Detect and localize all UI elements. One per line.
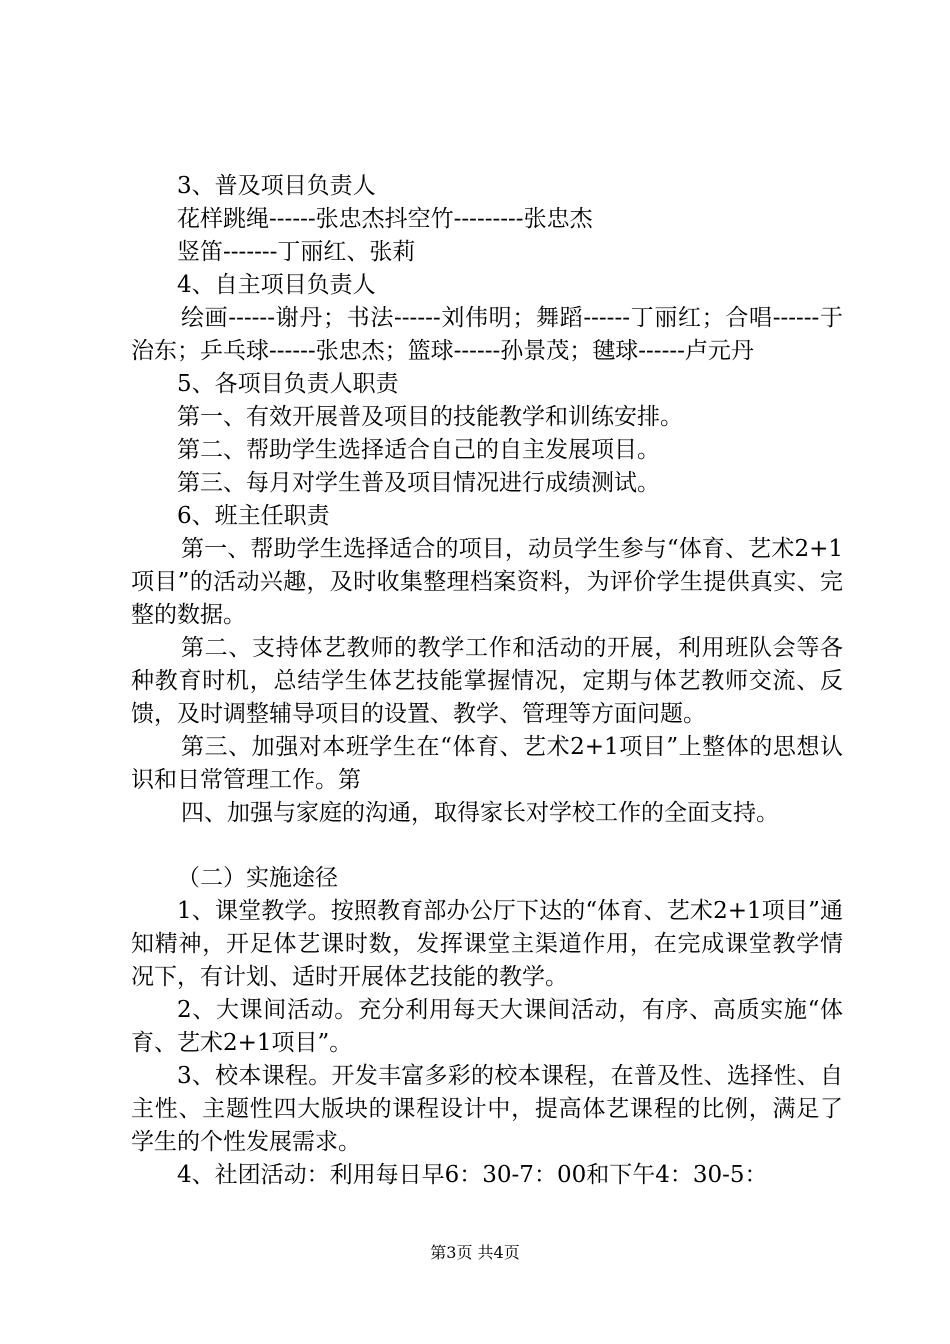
paragraph-p2: 花样跳绳------张忠杰抖空竹---------张忠杰 — [177, 206, 593, 232]
paragraph-p7: 第一、有效开展普及项目的技能教学和训练安排。 — [177, 404, 683, 430]
paragraph-p6: 5、各项目负责人职责 — [177, 371, 399, 397]
paragraph-p5: 绘画------谢丹；书法------刘伟明；舞蹈------丁丽红；合唱------于治东；乒乓球------张忠杰；篮球------孙景茂；毽球------卢元丹 — [131, 305, 843, 364]
paragraph-p1: 3、普及项目负责人 — [177, 173, 376, 199]
paragraph-p3: 竖笛-------丁丽红、张莉 — [177, 239, 416, 265]
paragraph-p13: 第三、加强对本班学生在“体育、艺术2+1项目”上整体的思想认识和日常管理工作。第 — [131, 734, 843, 793]
paragraph-p19: 4、社团活动：利用每日早6：30-7：00和下午4：30-5： — [177, 1162, 768, 1188]
paragraph-p12: 第二、支持体艺教师的教学工作和活动的开展，利用班队会等各种教育时机，总结学生体艺技能掌握情况，定期与体艺教师交流、反馈，及时调整辅导项目的设置、教学、管理等方面问题。 — [131, 635, 843, 727]
paragraph-p8: 第二、帮助学生选择适合自己的自主发展项目。 — [177, 437, 660, 463]
paragraph-p15: （二）实施途径 — [177, 865, 338, 891]
paragraph-p9: 第三、每月对学生普及项目情况进行成绩测试。 — [177, 470, 660, 496]
paragraph-p4: 4、自主项目负责人 — [177, 272, 376, 298]
paragraph-p18: 3、校本课程。开发丰富多彩的校本课程，在普及性、选择性、自主性、主题性四大版块的课程设计中，提高体艺课程的比例，满足了学生的个性发展需求。 — [131, 1063, 843, 1155]
paragraph-p11: 第一、帮助学生选择适合的项目，动员学生参与“体育、艺术2+1项目”的活动兴趣，及时收集整理档案资料，为评价学生提供真实、完整的数据。 — [131, 536, 843, 628]
page-footer: 第3页 共4页 — [430, 1243, 520, 1262]
paragraph-p17: 2、大课间活动。充分利用每天大课间活动，有序、高质实施“体育、艺术2+1项目”。 — [131, 997, 843, 1056]
paragraph-p14: 四、加强与家庭的沟通，取得家长对学校工作的全面支持。 — [181, 800, 779, 826]
paragraph-p10: 6、班主任职责 — [177, 503, 330, 529]
paragraph-p16: 1、课堂教学。按照教育部办公厅下达的“体育、艺术2+1项目”通知精神，开足体艺课时数，发挥课堂主渠道作用，在完成课堂教学情况下，有计划、适时开展体艺技能的教学。 — [131, 898, 843, 990]
document-body — [131, 170, 843, 1192]
